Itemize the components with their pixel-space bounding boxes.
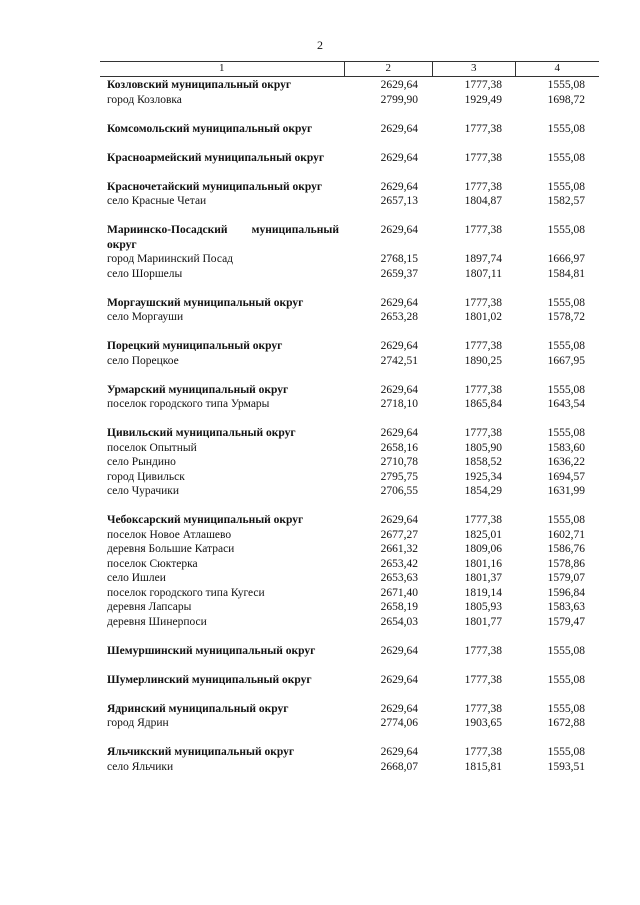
settlement-row [107, 354, 585, 369]
value-col-4: 1555,08 [547, 514, 585, 526]
value-col-2: 2653,63 [380, 572, 418, 584]
settlement-name: поселок Сюктерка [107, 557, 198, 570]
value-col-4: 1555,08 [547, 151, 585, 164]
district-name: Урмарский муниципальный округ [107, 383, 289, 396]
settlement-row [107, 397, 585, 412]
value-col-2: 2629,64 [380, 746, 418, 758]
value-col-4: 1555,08 [547, 296, 585, 309]
value-col-3: 1897,74 [464, 253, 502, 265]
value-col-4: 1698,72 [547, 93, 585, 106]
table-body [107, 78, 585, 774]
value-col-4: 1578,86 [547, 557, 585, 570]
value-col-3: 1777,38 [464, 673, 502, 686]
value-col-3: 1825,01 [464, 528, 502, 541]
value-col-4: 1672,88 [547, 717, 585, 729]
value-col-2: 2657,13 [380, 195, 418, 207]
settlement-row [107, 571, 585, 586]
value-col-3: 1890,25 [464, 354, 502, 367]
value-col-4: 1555,08 [547, 122, 585, 135]
value-col-2: 2654,03 [380, 615, 418, 628]
settlement-name: поселок Новое Атлашево [107, 528, 232, 541]
value-col-3: 1801,77 [464, 615, 502, 628]
value-col-3: 1801,16 [464, 557, 502, 570]
district-row [107, 296, 585, 311]
district-row [107, 513, 585, 528]
settlement-row [107, 542, 585, 557]
settlement-name: село Порецкое [107, 354, 179, 367]
value-col-4: 1636,22 [547, 456, 585, 468]
row-spacer [107, 499, 585, 514]
value-col-3: 1777,38 [464, 340, 502, 352]
value-col-4: 1584,81 [547, 267, 585, 280]
settlement-row [107, 586, 585, 601]
district-name: Чебоксарский муниципальный округ [107, 514, 304, 526]
settlement-name: поселок Опытный [107, 441, 197, 454]
district-row [107, 644, 585, 659]
value-col-2: 2668,07 [380, 760, 418, 773]
value-col-2: 2718,10 [380, 398, 418, 410]
value-col-3: 1801,02 [464, 311, 502, 323]
settlement-row [107, 615, 585, 630]
value-col-2: 2774,06 [380, 717, 418, 729]
settlement-row [107, 600, 585, 615]
value-col-4: 1593,51 [547, 760, 585, 773]
district-name: Порецкий муниципальный округ [107, 340, 283, 352]
value-col-4: 1555,08 [547, 673, 585, 686]
value-col-2: 2768,15 [380, 253, 418, 265]
value-col-3: 1805,93 [464, 601, 502, 613]
settlement-name: село Рындино [107, 456, 176, 468]
value-col-4: 1631,99 [547, 485, 585, 497]
district-row [107, 702, 585, 717]
district-name: Ядринский муниципальный округ [107, 702, 289, 715]
value-col-3: 1777,38 [464, 702, 502, 715]
value-col-4: 1555,08 [547, 702, 585, 715]
value-col-2: 2629,64 [380, 427, 418, 439]
value-col-3: 1777,38 [464, 296, 502, 309]
district-row [107, 673, 585, 688]
district-row [107, 223, 585, 252]
settlement-row [107, 528, 585, 543]
value-col-4: 1643,54 [547, 398, 585, 410]
value-col-4: 1555,08 [547, 79, 585, 91]
settlement-row [107, 267, 585, 282]
value-col-2: 2659,37 [380, 267, 418, 280]
settlement-name: деревня Лапсары [107, 601, 192, 613]
header-col-2: 2 [345, 62, 433, 76]
district-name: Мариинско-Посадский муниципальный округ [107, 224, 339, 251]
row-spacer [107, 368, 585, 383]
value-col-2: 2653,28 [380, 311, 418, 323]
district-name: Цивильский муниципальный округ [107, 427, 296, 439]
settlement-row [107, 470, 585, 485]
district-row [107, 339, 585, 354]
district-row [107, 151, 585, 166]
value-col-4: 1555,08 [547, 180, 585, 193]
value-col-4: 1578,72 [547, 311, 585, 323]
district-name: Яльчикский муниципальный округ [107, 746, 295, 758]
settlement-row [107, 441, 585, 456]
value-col-4: 1583,60 [547, 441, 585, 454]
settlement-name: поселок городского типа Кугеси [107, 586, 265, 599]
value-col-3: 1819,14 [464, 586, 502, 599]
settlement-name: поселок городского типа Урмары [107, 398, 270, 410]
settlement-row [107, 252, 585, 267]
value-col-2: 2677,27 [380, 528, 418, 541]
value-col-3: 1777,38 [464, 514, 502, 526]
value-col-3: 1903,65 [464, 717, 502, 729]
settlement-name: село Моргауши [107, 311, 184, 323]
value-col-2: 2742,51 [380, 354, 418, 367]
district-row [107, 383, 585, 398]
row-spacer [107, 165, 585, 180]
district-name: Красночетайский муниципальный округ [107, 180, 323, 193]
value-col-2: 2710,78 [380, 456, 418, 468]
value-col-2: 2629,64 [380, 340, 418, 352]
row-spacer [107, 412, 585, 427]
header-col-1: 1 [100, 62, 345, 76]
value-col-2: 2706,55 [380, 485, 418, 497]
value-col-3: 1809,06 [464, 543, 502, 555]
value-col-2: 2658,16 [380, 441, 418, 454]
row-spacer [107, 136, 585, 151]
settlement-name: город Цивильск [107, 470, 185, 483]
settlement-row [107, 716, 585, 731]
district-name: Моргаушский муниципальный округ [107, 296, 304, 309]
value-col-3: 1777,38 [464, 224, 502, 236]
settlement-row [107, 194, 585, 209]
value-col-2: 2629,64 [380, 514, 418, 526]
value-col-2: 2629,64 [380, 644, 418, 657]
value-col-4: 1586,76 [547, 543, 585, 555]
value-col-4: 1579,47 [547, 615, 585, 628]
value-col-3: 1858,52 [464, 456, 502, 468]
row-spacer [107, 209, 585, 224]
value-col-4: 1602,71 [547, 528, 585, 541]
settlement-name: деревня Большие Катраси [107, 543, 235, 555]
district-row [107, 122, 585, 137]
header-col-3: 3 [433, 62, 516, 76]
value-col-4: 1555,08 [547, 644, 585, 657]
value-col-3: 1854,29 [464, 485, 502, 497]
row-spacer [107, 325, 585, 340]
value-col-4: 1666,97 [547, 253, 585, 265]
value-col-3: 1805,90 [464, 441, 502, 454]
district-name: Козловский муниципальный округ [107, 79, 292, 91]
settlement-name: город Козловка [107, 93, 182, 106]
value-col-2: 2671,40 [380, 586, 418, 599]
settlement-name: город Ядрин [107, 717, 169, 729]
value-col-2: 2629,64 [380, 151, 418, 164]
value-col-3: 1815,81 [464, 760, 502, 773]
district-name: Шумерлинский муниципальный округ [107, 673, 312, 686]
value-col-2: 2653,42 [380, 557, 418, 570]
settlement-row [107, 484, 585, 499]
settlement-row [107, 455, 585, 470]
district-row [107, 745, 585, 760]
settlement-row [107, 93, 585, 108]
row-spacer [107, 281, 585, 296]
value-col-3: 1777,38 [464, 180, 502, 193]
settlement-name: село Ишлеи [107, 572, 166, 584]
district-name: Комсомольский муниципальный округ [107, 122, 313, 135]
value-col-3: 1777,38 [464, 122, 502, 135]
settlement-name: село Шоршелы [107, 267, 183, 280]
row-spacer [107, 731, 585, 746]
value-col-2: 2629,64 [380, 79, 418, 91]
value-col-2: 2795,75 [380, 470, 418, 483]
value-col-3: 1777,38 [464, 427, 502, 439]
row-spacer [107, 629, 585, 644]
header-col-4: 4 [554, 62, 560, 74]
value-col-3: 1777,38 [464, 746, 502, 758]
settlement-row [107, 557, 585, 572]
settlement-row [107, 760, 585, 775]
value-col-2: 2629,64 [380, 122, 418, 135]
value-col-2: 2629,64 [380, 702, 418, 715]
value-col-4: 1582,57 [547, 195, 585, 207]
row-spacer [107, 658, 585, 673]
value-col-2: 2629,64 [380, 296, 418, 309]
settlement-name: село Чурачики [107, 485, 180, 497]
value-col-3: 1777,38 [464, 79, 502, 91]
value-col-4: 1596,84 [547, 586, 585, 599]
district-name: Красноармейский муниципальный округ [107, 151, 325, 164]
value-col-2: 2629,64 [380, 673, 418, 686]
district-row [107, 78, 585, 93]
value-col-2: 2658,19 [380, 601, 418, 613]
value-col-3: 1801,37 [464, 572, 502, 584]
value-col-3: 1777,38 [464, 383, 502, 396]
value-col-4: 1555,08 [547, 746, 585, 758]
value-col-2: 2629,64 [380, 383, 418, 396]
settlement-name: село Яльчики [107, 760, 174, 773]
value-col-4: 1555,08 [547, 383, 585, 396]
value-col-4: 1555,08 [547, 427, 585, 439]
settlement-name: деревня Шинерпоси [107, 615, 207, 628]
table-header [100, 61, 599, 77]
value-col-4: 1555,08 [547, 340, 585, 352]
value-col-2: 2799,90 [380, 93, 418, 106]
value-col-4: 1667,95 [547, 354, 585, 367]
district-row [107, 180, 585, 195]
district-row [107, 426, 585, 441]
value-col-4: 1694,57 [547, 470, 585, 483]
district-name: Шемуршинский муниципальный округ [107, 644, 316, 657]
value-col-4: 1579,07 [547, 572, 585, 584]
settlement-row [107, 310, 585, 325]
settlement-name: село Красные Четаи [107, 195, 207, 207]
value-col-3: 1777,38 [464, 644, 502, 657]
settlement-name: город Мариинский Посад [107, 253, 234, 265]
value-col-2: 2661,32 [380, 543, 418, 555]
value-col-3: 1925,34 [464, 470, 502, 483]
value-col-3: 1777,38 [464, 151, 502, 164]
value-col-4: 1555,08 [547, 224, 585, 236]
value-col-3: 1807,11 [465, 267, 502, 280]
value-col-3: 1865,84 [464, 398, 502, 410]
page-number: 2 [317, 38, 323, 52]
value-col-3: 1929,49 [464, 93, 502, 106]
value-col-3: 1804,87 [464, 195, 502, 207]
row-spacer [107, 687, 585, 702]
value-col-2: 2629,64 [380, 224, 418, 236]
row-spacer [107, 107, 585, 122]
value-col-4: 1583,63 [547, 601, 585, 613]
value-col-2: 2629,64 [380, 180, 418, 193]
